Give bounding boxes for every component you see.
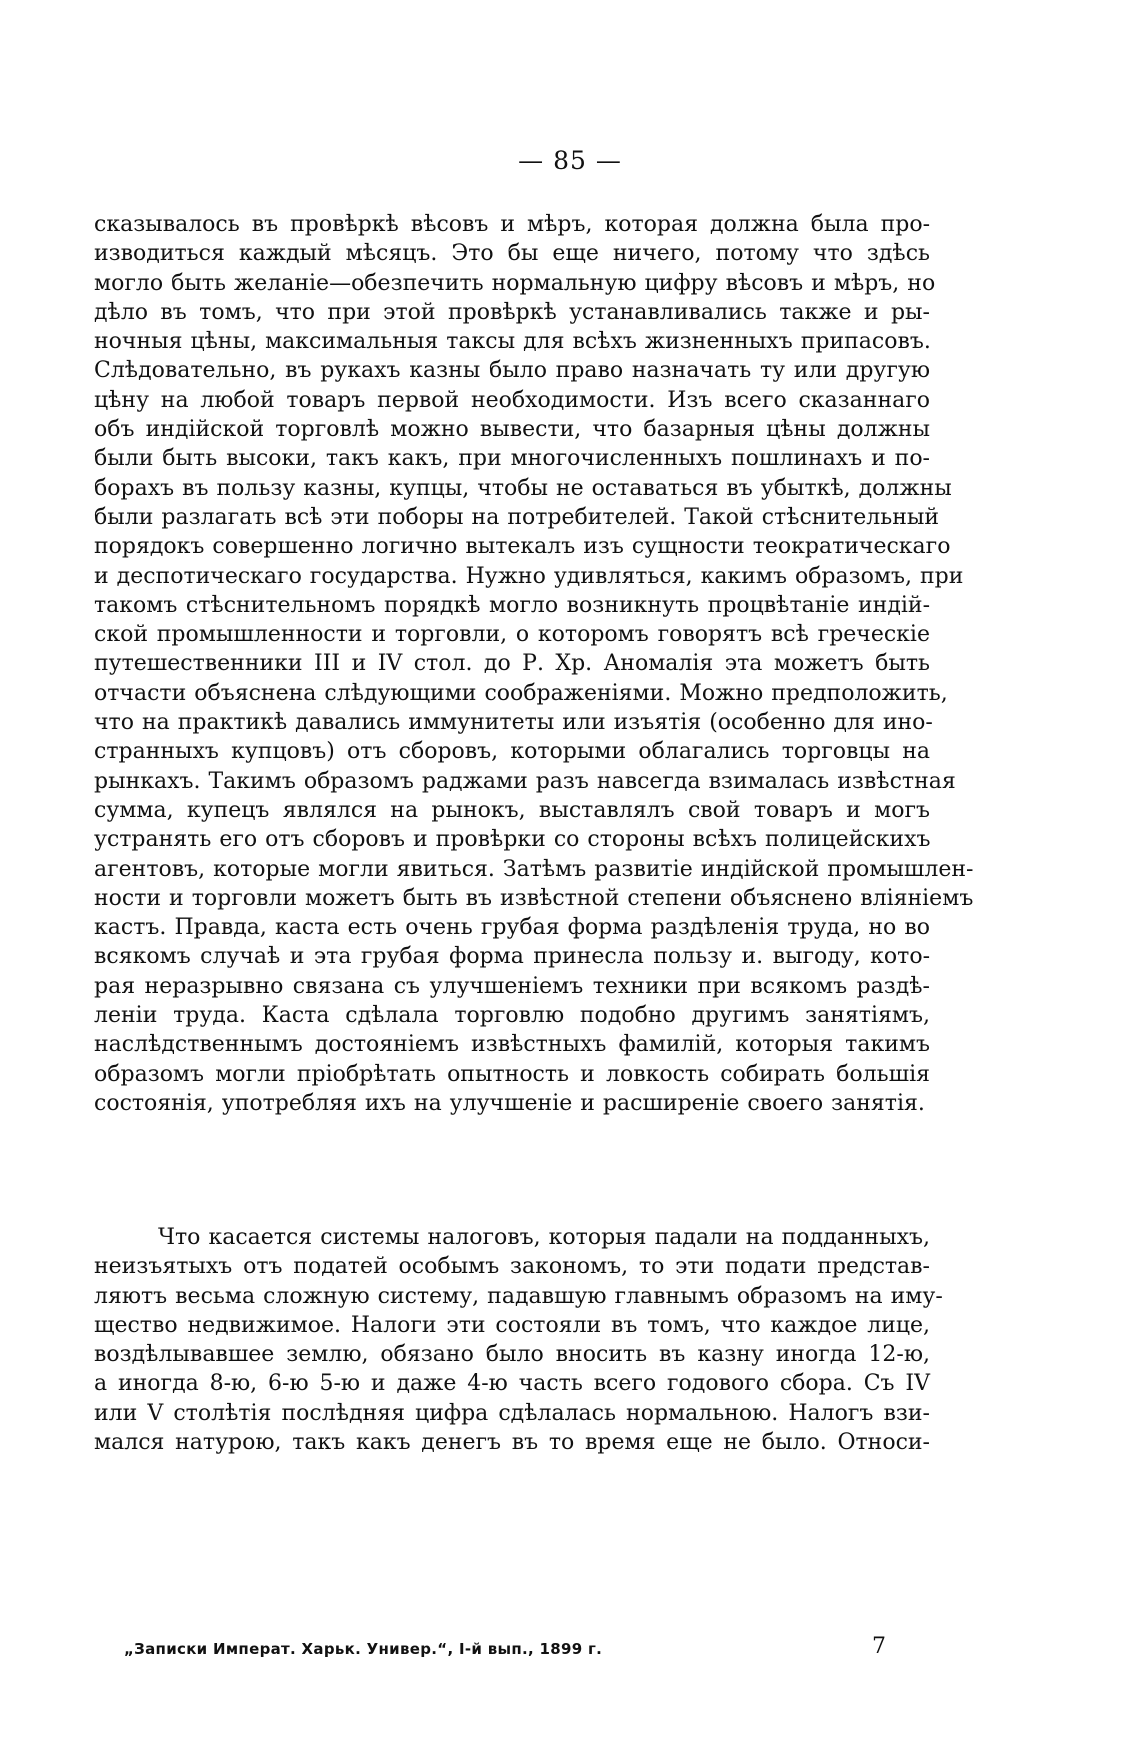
text-line: всякомъ случаѣ и эта грубая форма принесла пользу и. выгоду, кото- [94,944,930,970]
text-line: объ индійской торговлѣ можно вывести, что базарныя цѣны должны [94,417,930,443]
text-line: ляютъ весьма сложную систему, падавшую главнымъ образомъ на иму- [94,1283,943,1309]
text-line: цѣну на любой товаръ первой необходимости. Изъ всего сказаннаго [94,387,930,413]
text-line: мался натурою, такъ какъ денегъ въ то время еще не было. Относи- [94,1430,930,1456]
text-line: могло быть желаніе—обезпечить нормальную цифру вѣсовъ и мѣръ, но [94,270,936,296]
text-line: кастъ. Правда, каста есть очень грубая форма раздѣленія труда, но во [94,915,930,941]
sheet-number: 7 [872,1634,886,1659]
text-line: порядокъ совершенно логично вытекалъ изъ сущности теократическаго [94,534,951,560]
text-line: рая неразрывно связана съ улучшеніемъ техники при всякомъ раздѣ- [94,973,930,999]
text-line: наслѣдственнымъ достояніемъ извѣстныхъ фамилій, которыя такимъ [94,1032,930,1058]
text-line: Слѣдовательно, въ рукахъ казны было право назначать ту или другую [94,358,930,384]
footer-source: „Записки Императ. Харьк. Универ.“, I-й вып., 1899 г. [124,1640,603,1658]
text-line: изводиться каждый мѣсяцъ. Это бы еще ничего, потому что здѣсь [94,241,930,267]
text-line: сказывалось въ провѣркѣ вѣсовъ и мѣръ, которая должна была про- [94,212,930,237]
text-line: странныхъ купцовъ) отъ сборовъ, которыми облагались торговцы на [94,739,930,765]
text-line: агентовъ, которые могли явиться. Затѣмъ развитіе индійской промышлен- [94,856,974,882]
text-line: состоянія, употребляя ихъ на улучшеніе и расширеніе своего занятія. [94,1090,925,1116]
text-line: ности и торговли можетъ быть въ извѣстной степени объяснено вліяніемъ [94,885,974,911]
text-line: или V столѣтія послѣдняя цифра сдѣлалась нормальною. Налогъ взи- [94,1400,930,1426]
paragraph-2 [94,1223,943,1457]
text-line: воздѣлывавшее землю, обязано было вносить въ казну иногда 12-ю, [94,1342,930,1368]
text-line: отчасти объяснена слѣдующими соображеніями. Можно предположить, [94,680,948,706]
text-line: были быть высоки, такъ какъ, при многочисленныхъ пошлинахъ и по- [94,446,930,472]
text-line: а иногда 8-ю, 6-ю 5-ю и даже 4-ю часть всего годового сбора. Съ IV [94,1371,930,1397]
text-line: и деспотическаго государства. Нужно удивляться, какимъ образомъ, при [94,563,964,589]
paragraph-1 [94,210,974,1118]
text-line: щество недвижимое. Налоги эти состояли въ томъ, что каждое лице, [94,1312,930,1338]
text-line: Что касается системы налоговъ, которыя падали на подданныхъ, [158,1225,930,1250]
text-line: леніи труда. Каста сдѣлала торговлю подобно другимъ занятіямъ, [94,1003,930,1029]
page-number: — 85 — [518,146,622,175]
text-line: образомъ могли пріобрѣтать опытность и ловкость собирать большія [94,1061,930,1087]
text-line: ночныя цѣны, максимальныя таксы для всѣхъ жизненныхъ припасовъ. [94,329,931,355]
text-line: неизъятыхъ отъ податей особымъ закономъ, то эти подати представ- [94,1254,930,1280]
text-line: что на практикѣ давались иммунитеты или изъятія (особенно для ино- [94,710,933,736]
text-line: ской промышленности и торговли, о которомъ говорятъ всѣ греческіе [94,622,930,648]
text-line: борахъ въ пользу казны, купцы, чтобы не оставаться въ убыткѣ, должны [94,475,952,501]
text-line: рынкахъ. Такимъ образомъ раджами разъ навсегда взималась извѣстная [94,768,956,794]
text-line: были разлагать всѣ эти поборы на потребителей. Такой стѣснительный [94,504,940,530]
text-line: путешественники III и IV стол. до Р. Хр. Аномалія эта можетъ быть [94,651,930,677]
text-line: устранять его отъ сборовъ и провѣрки со стороны всѣхъ полицейскихъ [94,827,931,853]
text-line: сумма, купецъ являлся на рынокъ, выставлялъ свой товаръ и могъ [94,797,930,823]
text-line: такомъ стѣснительномъ порядкѣ могло возникнуть процвѣтаніе индій- [94,592,930,618]
text-line: дѣло въ томъ, что при этой провѣркѣ устанавливались также и ры- [94,299,930,325]
